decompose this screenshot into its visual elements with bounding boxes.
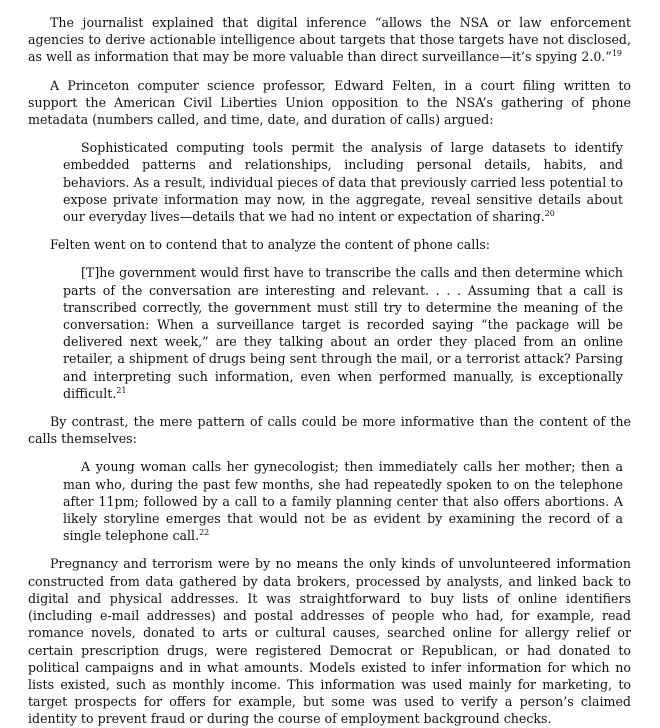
paragraph-gap	[28, 128, 631, 139]
footnote-ref-21: 21	[116, 385, 127, 395]
paragraph-gap	[28, 447, 631, 458]
paragraph-gap	[28, 253, 631, 264]
paragraph-gap	[28, 544, 631, 555]
paragraph-gap	[28, 66, 631, 77]
paragraph-pattern-of-calls: By contrast, the mere pattern of calls could be more informative than the content of the calls themselves:	[28, 414, 631, 447]
blockquote-analysis: Sophisticated computing tools permit the analysis of large datasets to identify embedded patterns and relationships, including personal details, habits, and behaviors. As a result, individual pieces of data that previously carried less potential to expose private information may now, in the aggregate, reveal sensitive details about our everyday lives—details that we had no intent or expectation of sharing.$^{20}$	[63, 140, 623, 225]
footnote-ref-19: 19	[611, 49, 623, 59]
blockquote-storyline: A young woman calls her gynecologist; then immediately calls her mother; then a man who, during the past few months, she had repeatedly spoken to on the telephone after 11pm; followed by a call to a family planning center that also offers abortions. A likely storyline emerges that would not be as evident by examining the record of a single telephone call.$^{22}$	[63, 459, 623, 544]
paragraph-felten-contend: Felten went on to contend that to analyze the content of phone calls:	[50, 237, 491, 253]
paragraph-journalist: The journalist explained that digital inference “allows the NSA or law enforcement agencies to derive actionable intelligence about targets that those targets have not disclosed, as well as information that may be more valuable than direct surveillance—it’s spying 2.0.”$^{19}$	[28, 15, 631, 65]
footnote-ref-20: 20	[544, 208, 555, 218]
paragraph-felten-intro: A Princeton computer science professor, Edward Felten, in a court filing written to support the American Civil Liberties Union opposition to the NSA’s gathering of phone metadata (numbers called, and time, date, and duration of calls) argued:	[28, 77, 631, 128]
paragraph-gap	[28, 402, 631, 413]
paragraph-gap	[28, 225, 631, 236]
blockquote-transcribe: [T]he government would first have to transcribe the calls and then determine which parts of the conversation are interesting and relevant. . . . Assuming that a call is transcribed correctly, the government must still try to determine the meaning of the conversation: When a surveillance target is recorded saying “the package will be delivered next week,” are they talking about an order they placed from an online retailer, a shipment of drugs being sent through the mail, or a terrorist attack? Parsing and interpreting such information, even when performed manually, is exceptionally difficult.$^{21}$	[63, 265, 623, 401]
footnote-ref-22: 22	[199, 528, 210, 538]
document-page	[28, 14, 631, 728]
paragraph-pregnancy-terrorism: Pregnancy and terrorism were by no means the only kinds of unvolunteered information constructed from data gathered by data brokers, processed by analysts, and linked back to digital and physical addresses. It was straightforward to buy lists of online identifiers (including e-mail addresses) and postal addresses of people who had, for example, read romance novels, donated to arts or cultural causes, searched online for allergy relief or certain prescription drugs, were registered Democrat or Republican, or had donated to political campaigns and in what amounts. Models existed to infer information for which no lists existed, such as monthly income. This information was used mainly for marketing, to target prospects for offers for example, but some was used to verify a person’s claimed identity to prevent fraud or during the course of employment background checks.	[28, 556, 631, 727]
